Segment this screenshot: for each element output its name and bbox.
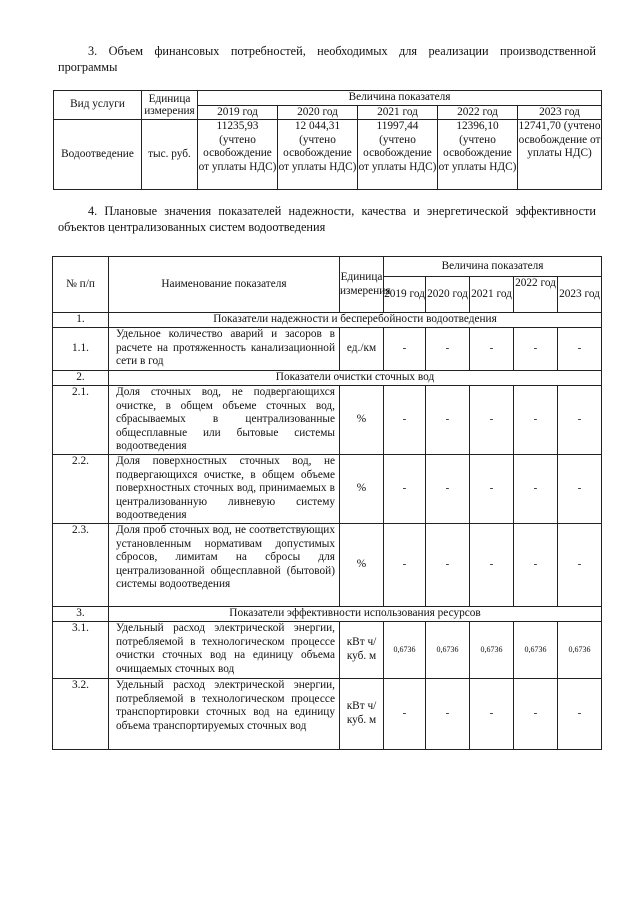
group-title: Показатели очистки сточных вод bbox=[109, 371, 602, 386]
header-unit: Единица измерения bbox=[142, 91, 198, 120]
indicator-unit: % bbox=[340, 386, 384, 455]
header-num: № п/п bbox=[53, 257, 109, 313]
value-cell: - bbox=[558, 523, 602, 606]
group-title: Показатели надежности и бесперебойности водоотведения bbox=[109, 313, 602, 328]
indicator-name: Доля поверхностных сточных вод, не подвергающихся очистке, в общем объеме поверхностных сточных вод, принимаемых в централизованную ливневую систему водоотведения bbox=[109, 455, 340, 524]
indicator-name: Удельное количество аварий и засоров в расчете на протяженность канализационной сети в год bbox=[109, 328, 340, 371]
value-cell: - bbox=[426, 328, 470, 371]
value-cell: - bbox=[470, 455, 514, 524]
year-header: 2022 год bbox=[514, 277, 558, 313]
value-cell: - bbox=[426, 455, 470, 524]
year-header: 2021 год bbox=[358, 105, 438, 120]
value-cell: - bbox=[384, 328, 426, 371]
indicator-unit: % bbox=[340, 455, 384, 524]
value-cell: - bbox=[426, 523, 470, 606]
indicator-unit: кВт ч/куб. м bbox=[340, 621, 384, 678]
group-title: Показатели эффективности использования ресурсов bbox=[109, 606, 602, 621]
year-header: 2022 год bbox=[438, 105, 518, 120]
value-cell: 12 044,31 (учтено освобождение от уплаты НДС) bbox=[278, 120, 358, 190]
indicator-name: Доля проб сточных вод, не соответствующих установленным нормативам допустимых сбросов, лимитам на сбросы для централизованной общесплавной (бытовой) системы водоотведения bbox=[109, 523, 340, 606]
value-cell: - bbox=[514, 455, 558, 524]
value-cell: - bbox=[514, 328, 558, 371]
header-unit: Единица измерения bbox=[340, 257, 384, 313]
service-cell: Водоотведение bbox=[54, 120, 142, 190]
header-name: Наименование показателя bbox=[109, 257, 340, 313]
indicator-name: Доля сточных вод, не подвергающихся очистке, в общем объеме сточных вод, сбрасываемых в централизованные общесплавные или бытовые системы водоотведения bbox=[109, 386, 340, 455]
value-cell: 11997,44 (учтено освобождение от уплаты НДС) bbox=[358, 120, 438, 190]
financial-needs-table bbox=[53, 90, 602, 190]
row-num: 2.2. bbox=[53, 455, 109, 524]
row-num: 2.3. bbox=[53, 523, 109, 606]
value-cell: 0,6736 bbox=[426, 621, 470, 678]
value-cell: 0,6736 bbox=[470, 621, 514, 678]
value-cell: 0,6736 bbox=[384, 621, 426, 678]
row-num: 2.1. bbox=[53, 386, 109, 455]
indicator-name: Удельный расход электрической энергии, потребляемой в технологическом процессе очистки сточных вод на единицу объема очищаемых сточных вод bbox=[109, 621, 340, 678]
value-cell: - bbox=[426, 386, 470, 455]
value-cell: - bbox=[470, 523, 514, 606]
year-header: 2021 год bbox=[470, 277, 514, 313]
value-cell: - bbox=[384, 523, 426, 606]
group-num: 3. bbox=[53, 606, 109, 621]
header-service: Вид услуги bbox=[54, 91, 142, 120]
value-cell: - bbox=[558, 678, 602, 749]
year-header: 2019 год bbox=[384, 277, 426, 313]
row-num: 3.1. bbox=[53, 621, 109, 678]
section-3-heading: 3. Объем финансовых потребностей, необходимых для реализации производственной программы bbox=[58, 44, 596, 74]
value-cell: 0,6736 bbox=[558, 621, 602, 678]
value-cell: - bbox=[384, 455, 426, 524]
value-cell: - bbox=[426, 678, 470, 749]
year-header: 2023 год bbox=[518, 105, 602, 120]
indicator-unit: кВт ч/куб. м bbox=[340, 678, 384, 749]
year-header: 2020 год bbox=[426, 277, 470, 313]
indicator-unit: % bbox=[340, 523, 384, 606]
section-4-heading: 4. Плановые значения показателей надежности, качества и энергетической эффективности объектов централизованных систем водоотведения bbox=[58, 204, 596, 234]
value-cell: - bbox=[514, 386, 558, 455]
value-cell: - bbox=[470, 386, 514, 455]
indicator-unit: ед./км bbox=[340, 328, 384, 371]
value-cell: 12396,10 (учтено освобождение от уплаты НДС) bbox=[438, 120, 518, 190]
group-num: 1. bbox=[53, 313, 109, 328]
row-num: 1.1. bbox=[53, 328, 109, 371]
group-num: 2. bbox=[53, 371, 109, 386]
indicators-table bbox=[52, 256, 602, 750]
value-cell: 12741,70 (учтено освобождение от уплаты НДС) bbox=[518, 120, 602, 190]
header-value: Величина показателя bbox=[198, 91, 602, 106]
value-cell: - bbox=[384, 678, 426, 749]
value-cell: 0,6736 bbox=[514, 621, 558, 678]
value-cell: 11235,93 (учтено освобождение от уплаты НДС) bbox=[198, 120, 278, 190]
unit-cell: тыс. руб. bbox=[142, 120, 198, 190]
row-num: 3.2. bbox=[53, 678, 109, 749]
value-cell: - bbox=[384, 386, 426, 455]
value-cell: - bbox=[558, 328, 602, 371]
value-cell: - bbox=[470, 328, 514, 371]
year-header: 2023 год bbox=[558, 277, 602, 313]
value-cell: - bbox=[470, 678, 514, 749]
header-value: Величина показателя bbox=[384, 257, 602, 277]
value-cell: - bbox=[514, 678, 558, 749]
value-cell: - bbox=[558, 386, 602, 455]
year-header: 2019 год bbox=[198, 105, 278, 120]
value-cell: - bbox=[558, 455, 602, 524]
indicator-name: Удельный расход электрической энергии, потребляемой в технологическом процессе транспортировки сточных вод на единицу объема транспортируемых сточных вод bbox=[109, 678, 340, 749]
value-cell: - bbox=[514, 523, 558, 606]
year-header: 2020 год bbox=[278, 105, 358, 120]
